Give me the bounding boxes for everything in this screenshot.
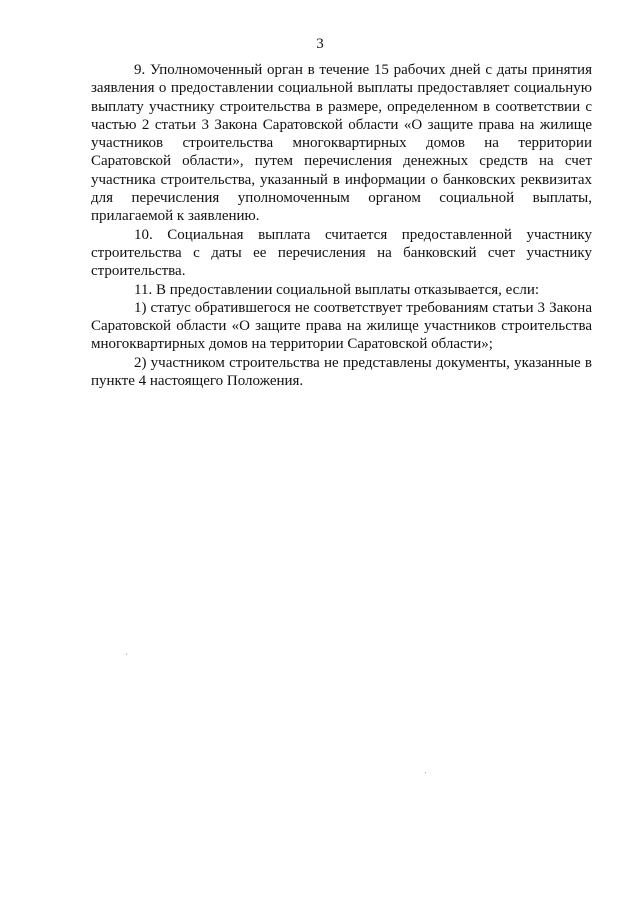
paragraph-11-item-2: 2) участником строительства не представлены документы, указанные в пункте 4 настоящего Положения.	[91, 354, 592, 390]
paragraph-11-item-1: 1) статус обратившегося не соответствует требованиям статьи 3 Закона Саратовской области «О защите права на жилище участников строительства многоквартирных домов на территории Саратовской области»;	[91, 299, 592, 353]
page-number: 3	[316, 36, 324, 52]
paragraph-11: 11. В предоставлении социальной выплаты отказывается, если:	[134, 281, 540, 298]
paragraph-9: 9. Уполномоченный орган в течение 15 рабочих дней с даты принятия заявления о предоставлении социальной выплаты предоставляет социальную выплату участнику строительства в размере, определенном в соответствии с частью 2 статьи 3 Закона Саратовской области «О защите права на жилище участников строительства многоквартирных домов на территории Саратовской области», путем перечисления денежных средств на счет участника строительства, указанный в информации о банковских реквизитах для перечисления уполномоченным органом социальной выплаты, прилагаемой к заявлению.	[91, 62, 592, 225]
scan-artifact-mark	[126, 653, 127, 655]
scan-artifact-mark	[425, 772, 426, 774]
paragraph-10: 10. Социальная выплата считается предоставленной участнику строительства с даты ее перечисления на банковский счет участнику строительства.	[91, 226, 592, 280]
document-body	[91, 61, 592, 390]
